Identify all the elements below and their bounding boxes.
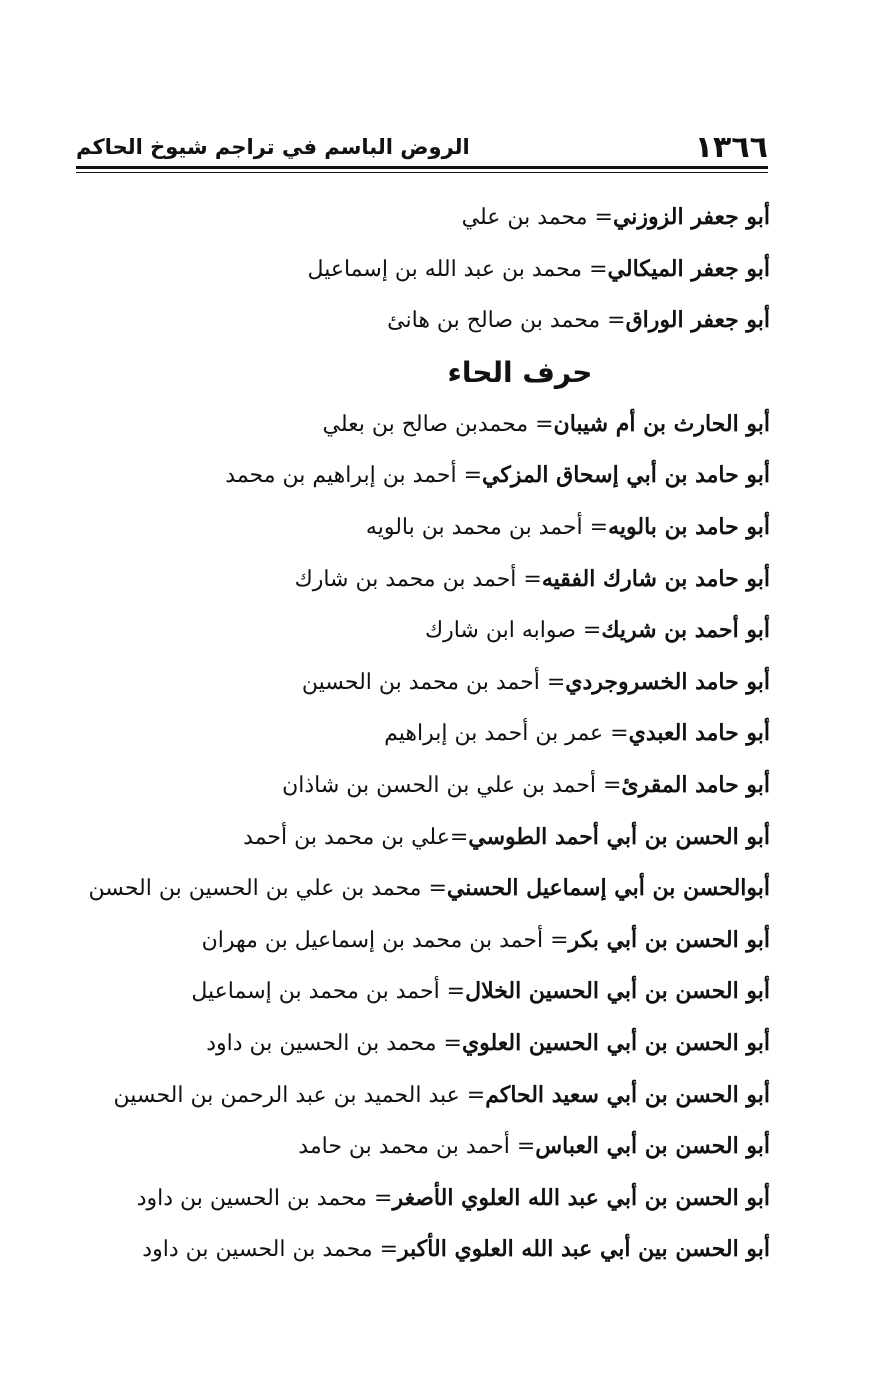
index-entry	[70, 400, 770, 452]
entry-name: = عمر بن أحمد بن إبراهيم	[384, 721, 629, 747]
entry-kunya: أبو الحسن بين أبي عبد الله العلوي الأكبر	[398, 1236, 770, 1263]
entry-kunya: أبو حامد بن شارك الفقيه	[541, 565, 770, 592]
index-entry	[70, 813, 770, 865]
entry-kunya: أبو جعفر الوراق	[625, 307, 770, 334]
entry-name: = أحمد بن محمد بن بالويه	[365, 514, 609, 540]
index-entry	[70, 1225, 770, 1277]
entry-name: = أحمد بن إبراهيم بن محمد	[225, 463, 483, 489]
entry-kunya: أبو الحسن بن أبي الحسين العلوي	[461, 1029, 770, 1056]
index-entry	[70, 555, 770, 607]
entry-kunya: أبوالحسن بن أبي إسماعيل الحسني	[446, 875, 770, 902]
index-entry	[70, 761, 770, 813]
entry-kunya: أبو جعفر الميكالي	[607, 255, 770, 282]
entry-kunya: أبو حامد بن أبي إسحاق المزكي	[482, 462, 770, 489]
index-entry	[70, 1122, 770, 1174]
entry-name: = محمد بن الحسين بن داود	[142, 1237, 399, 1263]
index-entry	[70, 967, 770, 1019]
index-entry	[70, 606, 770, 658]
entry-name: = محمدبن صالح بن بعلي	[322, 411, 554, 437]
index-entry	[70, 709, 770, 761]
entry-kunya: أبو حامد المقرئ	[621, 771, 770, 798]
page-header	[76, 126, 768, 168]
entry-name: = محمد بن صالح بن هانئ	[387, 308, 626, 334]
index-entry	[70, 296, 770, 348]
entry-kunya: أبو حامد بن بالويه	[608, 513, 770, 540]
entry-name: = أحمد بن محمد بن الحسين	[301, 669, 566, 695]
entry-kunya: أبو حامد العبدي	[628, 720, 770, 747]
entry-kunya: أبو الحسن بن أبي الحسين الخلال	[465, 978, 770, 1005]
entry-kunya: أبو الحسن بن أبي بكر	[568, 926, 770, 953]
entry-name: = محمد بن علي بن الحسين بن الحسن	[88, 876, 447, 902]
entry-kunya: أبو حامد الخسروجردي	[565, 668, 770, 695]
index-entry	[70, 193, 770, 245]
entry-name: = أحمد بن محمد بن حامد	[298, 1134, 536, 1160]
running-title: الروض الباسم في تراجم شيوخ الحاكم	[76, 135, 470, 159]
index-entry	[70, 1174, 770, 1226]
entry-name: = أحمد بن محمد بن شارك	[294, 566, 542, 592]
entry-kunya: أبو أحمد بن شريك	[601, 617, 770, 644]
entry-name: = أحمد بن محمد بن إسماعيل بن مهران	[201, 927, 569, 953]
page-number: ١٣٦٦	[694, 129, 768, 165]
index-entry	[70, 503, 770, 555]
index-entry	[70, 864, 770, 916]
entry-name: = عبد الحميد بن عبد الرحمن بن الحسين	[113, 1082, 486, 1108]
entry-name: = صوابه ابن شارك	[424, 618, 602, 644]
entry-kunya: أبو الحسن بن أبي عبد الله العلوي الأصغر	[392, 1184, 770, 1211]
entry-kunya: أبو الحارث بن أم شيبان	[553, 410, 770, 437]
entry-name: = محمد بن عبد الله بن إسماعيل	[307, 256, 608, 282]
index-entry	[70, 658, 770, 710]
index-entry	[70, 451, 770, 503]
index-entry	[70, 245, 770, 297]
section-heading: حرف الحاء	[447, 355, 593, 389]
entry-kunya: أبو الحسن بن أبي سعيد الحاكم	[485, 1081, 770, 1108]
entry-name: = أحمد بن محمد بن إسماعيل	[191, 979, 466, 1005]
entry-name: = محمد بن الحسين بن داود	[206, 1030, 462, 1056]
index-entry	[70, 1071, 770, 1123]
entry-kunya: أبو الحسن بن أبي أحمد الطوسي	[468, 823, 770, 850]
entry-kunya: أبو الحسن بن أبي العباس	[535, 1133, 770, 1160]
index-entry	[70, 1019, 770, 1071]
entry-name: = محمد بن علي	[461, 205, 613, 230]
entry-name: =علي بن محمد بن أحمد	[243, 824, 469, 850]
entry-name: = أحمد بن علي بن الحسن بن شاذان	[282, 772, 622, 798]
entry-name: = محمد بن الحسين بن داود	[136, 1185, 393, 1211]
entry-kunya: أبو جعفر الزوزني	[612, 204, 770, 230]
index-entry	[70, 916, 770, 968]
header-rule-thin	[76, 172, 768, 173]
index-entries	[70, 193, 770, 1277]
header-rule-thick	[76, 166, 768, 169]
